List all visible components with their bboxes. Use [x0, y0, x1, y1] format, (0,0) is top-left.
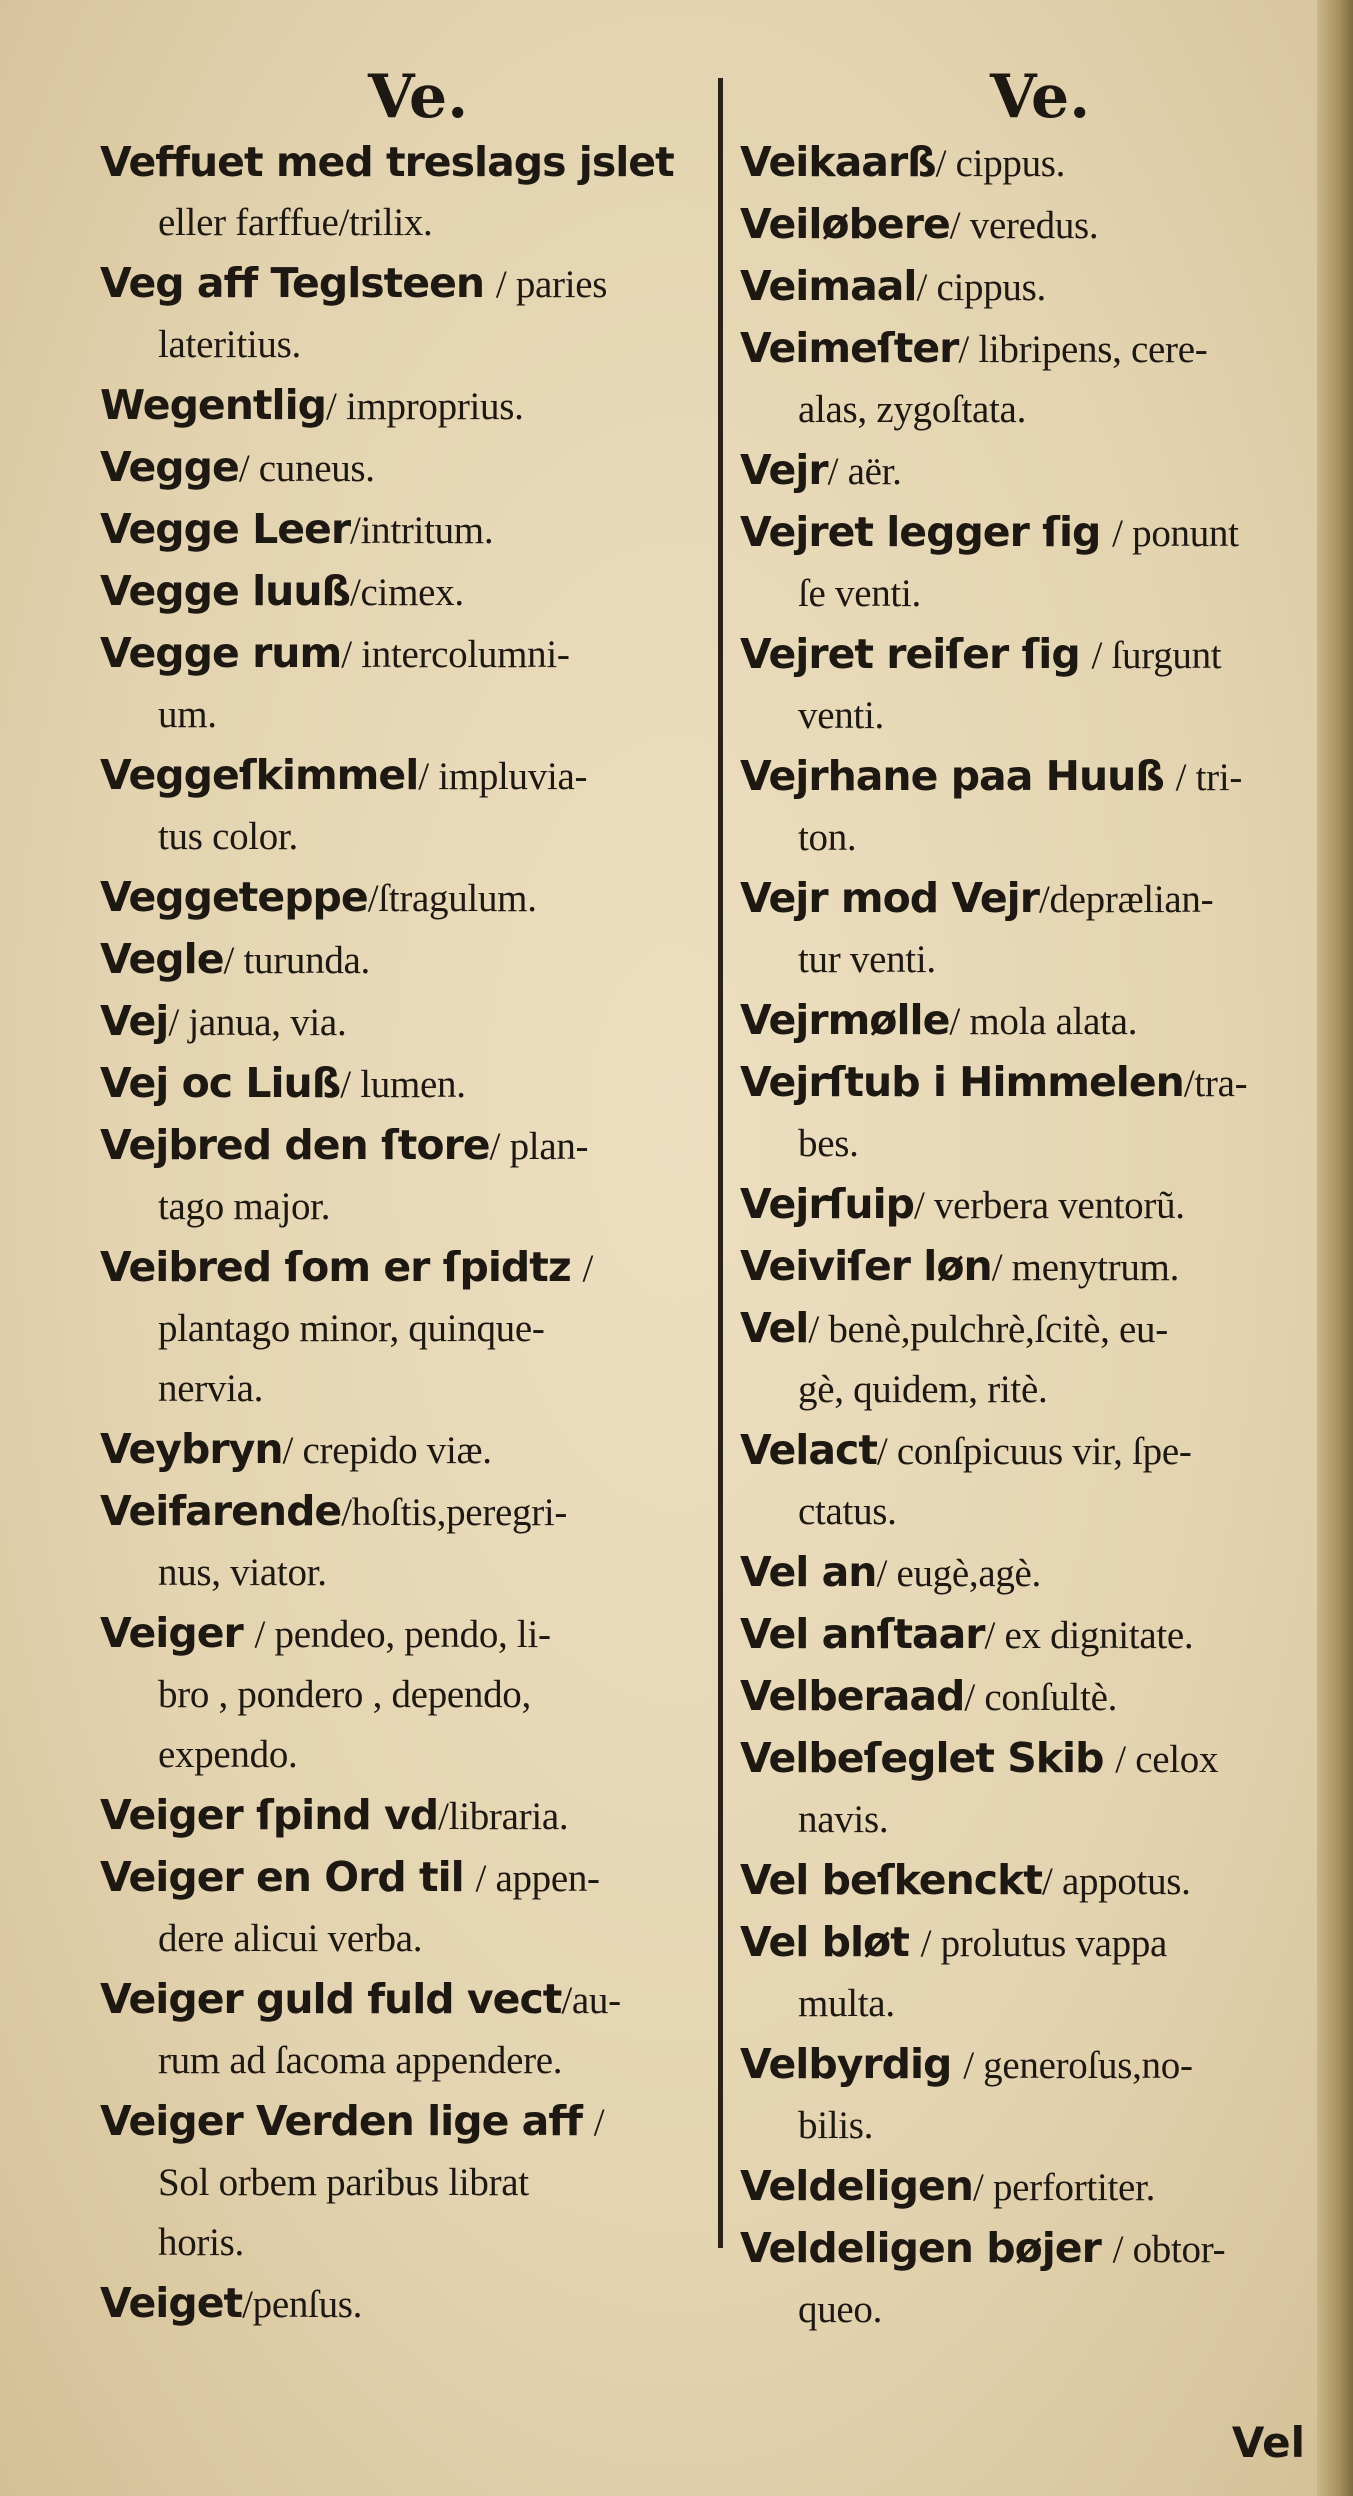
- dictionary-entry: [740, 1174, 1330, 1236]
- headword: Velact: [740, 1426, 877, 1474]
- latin-gloss: / verbera ventorũ.: [914, 1184, 1185, 1227]
- entry-continuation: plantago minor, quinque-: [158, 1307, 545, 1350]
- latin-gloss: /libraria.: [438, 1795, 569, 1838]
- latin-gloss: / aër.: [827, 450, 902, 493]
- dictionary-entry: [740, 1912, 1330, 2034]
- dictionary-entry: [740, 132, 1330, 194]
- entry-continuation: lateritius.: [158, 323, 301, 366]
- dictionary-entry: [100, 1969, 710, 2091]
- headword: Veimeſter: [740, 324, 959, 372]
- dictionary-entry: [100, 867, 710, 929]
- headword: Vejr mod Vejr: [740, 874, 1039, 922]
- headword: Vejrſuip: [740, 1180, 914, 1228]
- headword: Vejrſtub i Himmelen: [740, 1058, 1184, 1106]
- running-head-right: Ve.: [990, 62, 1091, 132]
- entry-continuation: nus, viator.: [158, 1551, 327, 1594]
- entry-continuation: expendo.: [158, 1733, 298, 1776]
- entry-continuation: Sol orbem paribus librat: [158, 2161, 529, 2204]
- latin-gloss: /hoſtis,peregri-: [341, 1491, 568, 1534]
- dictionary-entry: [740, 868, 1330, 990]
- column-rule: [718, 78, 723, 2248]
- latin-gloss: / ex dignitate.: [984, 1614, 1194, 1657]
- dictionary-entry: [740, 1298, 1330, 1420]
- headword: Veiger: [100, 1609, 243, 1657]
- dictionary-entry: [100, 1053, 710, 1115]
- dictionary-entry: [100, 132, 710, 253]
- headword: Vejbred den ſtore: [100, 1121, 490, 1169]
- dictionary-entry: [100, 929, 710, 991]
- dictionary-entry: [100, 1481, 710, 1603]
- latin-gloss: /tra-: [1183, 1062, 1248, 1105]
- dictionary-entry: [740, 1728, 1330, 1850]
- latin-gloss: / crepido viæ.: [282, 1429, 492, 1472]
- dictionary-entry: [740, 1052, 1330, 1174]
- dictionary-entry: [740, 194, 1330, 256]
- headword: Vegge: [100, 443, 239, 491]
- latin-gloss: /penſus.: [242, 2283, 363, 2326]
- dictionary-entry: [740, 502, 1330, 624]
- latin-gloss: / veredus.: [949, 204, 1099, 247]
- dictionary-entry: [100, 623, 710, 745]
- dictionary-entry: [100, 1603, 710, 1785]
- dictionary-entry: [100, 1237, 710, 1419]
- headword: Veldeligen: [740, 2162, 973, 2210]
- latin-gloss: /deprælian-: [1038, 878, 1214, 921]
- headword: Vegle: [100, 935, 224, 983]
- dictionary-entry: [740, 1850, 1330, 1912]
- entry-continuation: ctatus.: [798, 1490, 897, 1533]
- dictionary-entry: [740, 1604, 1330, 1666]
- headword: Vejret reiſer ſig: [740, 630, 1080, 678]
- latin-gloss: / cippus.: [935, 142, 1066, 185]
- dictionary-entry: [100, 499, 710, 561]
- headword: Velbeſeglet Skib: [740, 1734, 1104, 1782]
- entry-continuation: venti.: [798, 694, 884, 737]
- entry-continuation: bilis.: [798, 2104, 874, 2147]
- latin-gloss: / mola alata.: [949, 1000, 1138, 1043]
- dictionary-entry: [100, 2273, 710, 2335]
- latin-gloss: / ſurgunt: [1091, 634, 1222, 677]
- entry-continuation: gè, quidem, ritè.: [798, 1368, 1048, 1411]
- dictionary-entry: [740, 624, 1330, 746]
- dictionary-entry: [100, 2091, 710, 2273]
- dictionary-entry: [740, 2034, 1330, 2156]
- latin-gloss: /ſtragulum.: [367, 877, 537, 920]
- entry-continuation: dere alicui verba.: [158, 1917, 423, 1960]
- headword: Veimaal: [740, 262, 917, 310]
- headword: Vel: [740, 1304, 809, 1352]
- latin-gloss: / paries: [495, 263, 608, 306]
- dictionary-entry: [740, 1420, 1330, 1542]
- dictionary-entry: [100, 1847, 710, 1969]
- dictionary-entry: [100, 561, 710, 623]
- entry-continuation: bro , pondero , dependo,: [158, 1673, 531, 1716]
- dictionary-entry: [740, 256, 1330, 318]
- latin-gloss: /: [582, 1247, 594, 1290]
- entry-continuation: ton.: [798, 816, 857, 859]
- headword: Vejr: [740, 446, 828, 494]
- dictionary-entry: [740, 746, 1330, 868]
- latin-gloss: / turunda.: [223, 939, 370, 982]
- headword: Vegge Leer: [100, 505, 351, 553]
- dictionary-entry: [740, 2218, 1330, 2340]
- latin-gloss: / plan-: [489, 1125, 589, 1168]
- entry-continuation: tur venti.: [798, 938, 936, 981]
- entry-continuation: rum ad ſacoma appendere.: [158, 2039, 563, 2082]
- latin-gloss: / tri-: [1175, 756, 1243, 799]
- latin-gloss: / intercolumni-: [341, 633, 570, 676]
- entry-continuation: horis.: [158, 2221, 244, 2264]
- latin-gloss: /au-: [561, 1979, 621, 2022]
- headword: Wegentlig: [100, 381, 326, 429]
- dictionary-entry: [740, 2156, 1330, 2218]
- entry-continuation: nervia.: [158, 1367, 264, 1410]
- headword: Veg aff Teglsteen: [100, 259, 485, 307]
- latin-gloss: /: [593, 2101, 605, 2144]
- latin-gloss: / conſpicuus vir, ſpe-: [876, 1430, 1192, 1473]
- headword: Vel bløt: [740, 1918, 909, 1966]
- headword: Vejrhane paa Huuß: [740, 752, 1164, 800]
- headword: Vejrmølle: [740, 996, 950, 1044]
- headword: Vej: [100, 997, 169, 1045]
- running-head-left: Ve.: [368, 62, 469, 132]
- dictionary-entry: [100, 1115, 710, 1237]
- latin-gloss: / perfortiter.: [972, 2166, 1156, 2209]
- headword: Vegge luuß: [100, 567, 350, 615]
- dictionary-entry: [100, 745, 710, 867]
- headword: Veffuet med treslags jslet: [100, 138, 674, 186]
- headword: Veiger ſpind vd: [100, 1791, 439, 1839]
- headword: Vegge rum: [100, 629, 342, 677]
- latin-gloss: / pendeo, pendo, li-: [254, 1613, 551, 1656]
- dictionary-entry: [100, 1785, 710, 1847]
- entry-continuation: um.: [158, 693, 217, 736]
- latin-gloss: / prolutus vappa: [920, 1922, 1168, 1965]
- headword: Vel anſtaar: [740, 1610, 985, 1658]
- dictionary-entry: [740, 1236, 1330, 1298]
- headword: Vel beſkenckt: [740, 1856, 1042, 1904]
- latin-gloss: / ponunt: [1112, 512, 1239, 555]
- latin-gloss: / libripens, cere-: [958, 328, 1208, 371]
- dictionary-entry: [740, 318, 1330, 440]
- dictionary-entry: [100, 1419, 710, 1481]
- headword: Vel an: [740, 1548, 877, 1596]
- dictionary-entry: [740, 990, 1330, 1052]
- headword: Veggeſkimmel: [100, 751, 419, 799]
- latin-gloss: / appotus.: [1041, 1860, 1191, 1903]
- dictionary-entry: [740, 1666, 1330, 1728]
- latin-gloss: / appen-: [475, 1857, 600, 1900]
- latin-gloss: / celox: [1115, 1738, 1219, 1781]
- dictionary-entry: [100, 253, 710, 375]
- entry-continuation: bes.: [798, 1122, 859, 1165]
- dictionary-entry: [740, 1542, 1330, 1604]
- latin-gloss: / benè,pulchrè,ſcitè, eu-: [808, 1308, 1168, 1351]
- headword: Veldeligen bøjer: [740, 2224, 1101, 2272]
- dictionary-entry: [100, 375, 710, 437]
- catchword: Vel: [1231, 2418, 1305, 2467]
- headword: Veiger guld fuld vect: [100, 1975, 562, 2023]
- latin-gloss: / menytrum.: [991, 1246, 1180, 1289]
- headword: Veiløbere: [740, 200, 950, 248]
- latin-gloss: / eugè,agè.: [876, 1552, 1042, 1595]
- entry-continuation: alas, zygoſtata.: [798, 388, 1027, 431]
- headword: Veybryn: [100, 1425, 283, 1473]
- latin-gloss: / janua, via.: [168, 1001, 347, 1044]
- headword: Veiget: [100, 2279, 243, 2327]
- headword: Veifarende: [100, 1487, 342, 1535]
- entry-continuation: tus color.: [158, 815, 298, 858]
- latin-gloss: / improprius.: [325, 385, 524, 428]
- latin-gloss: /cimex.: [350, 571, 464, 614]
- latin-gloss: / cuneus.: [238, 447, 375, 490]
- headword: Veiger Verden lige aff: [100, 2097, 583, 2145]
- headword: Veikaarß: [740, 138, 936, 186]
- latin-gloss: / lumen.: [340, 1063, 466, 1106]
- headword: Veggeteppe: [100, 873, 368, 921]
- latin-gloss: /intritum.: [350, 509, 494, 552]
- dictionary-entry: [100, 437, 710, 499]
- latin-gloss: / conſultè.: [964, 1676, 1118, 1719]
- headword: Vejret legger ſig: [740, 508, 1101, 556]
- dictionary-entry: [740, 440, 1330, 502]
- entry-continuation: ſe venti.: [798, 572, 921, 615]
- left-column: [100, 132, 710, 2335]
- dictionary-entry: [100, 991, 710, 1053]
- entry-continuation: queo.: [798, 2288, 883, 2331]
- headword: Veibred ſom er ſpidtz: [100, 1243, 571, 1291]
- entry-continuation: multa.: [798, 1982, 895, 2025]
- headword: Veiviſer løn: [740, 1242, 992, 1290]
- headword: Veiger en Ord til: [100, 1853, 464, 1901]
- latin-gloss: / impluvia-: [418, 755, 588, 798]
- entry-continuation: navis.: [798, 1798, 889, 1841]
- latin-gloss: / cippus.: [916, 266, 1046, 309]
- headword: Velbyrdig: [740, 2040, 952, 2088]
- latin-gloss: / obtor-: [1112, 2228, 1226, 2271]
- right-column: [740, 132, 1330, 2340]
- headword: Vej oc Liuß: [100, 1059, 341, 1107]
- headword: Velberaad: [740, 1672, 965, 1720]
- entry-continuation: eller farffue/trilix.: [158, 201, 433, 244]
- entry-continuation: tago major.: [158, 1185, 331, 1228]
- latin-gloss: / generoſus,no-: [963, 2044, 1193, 2087]
